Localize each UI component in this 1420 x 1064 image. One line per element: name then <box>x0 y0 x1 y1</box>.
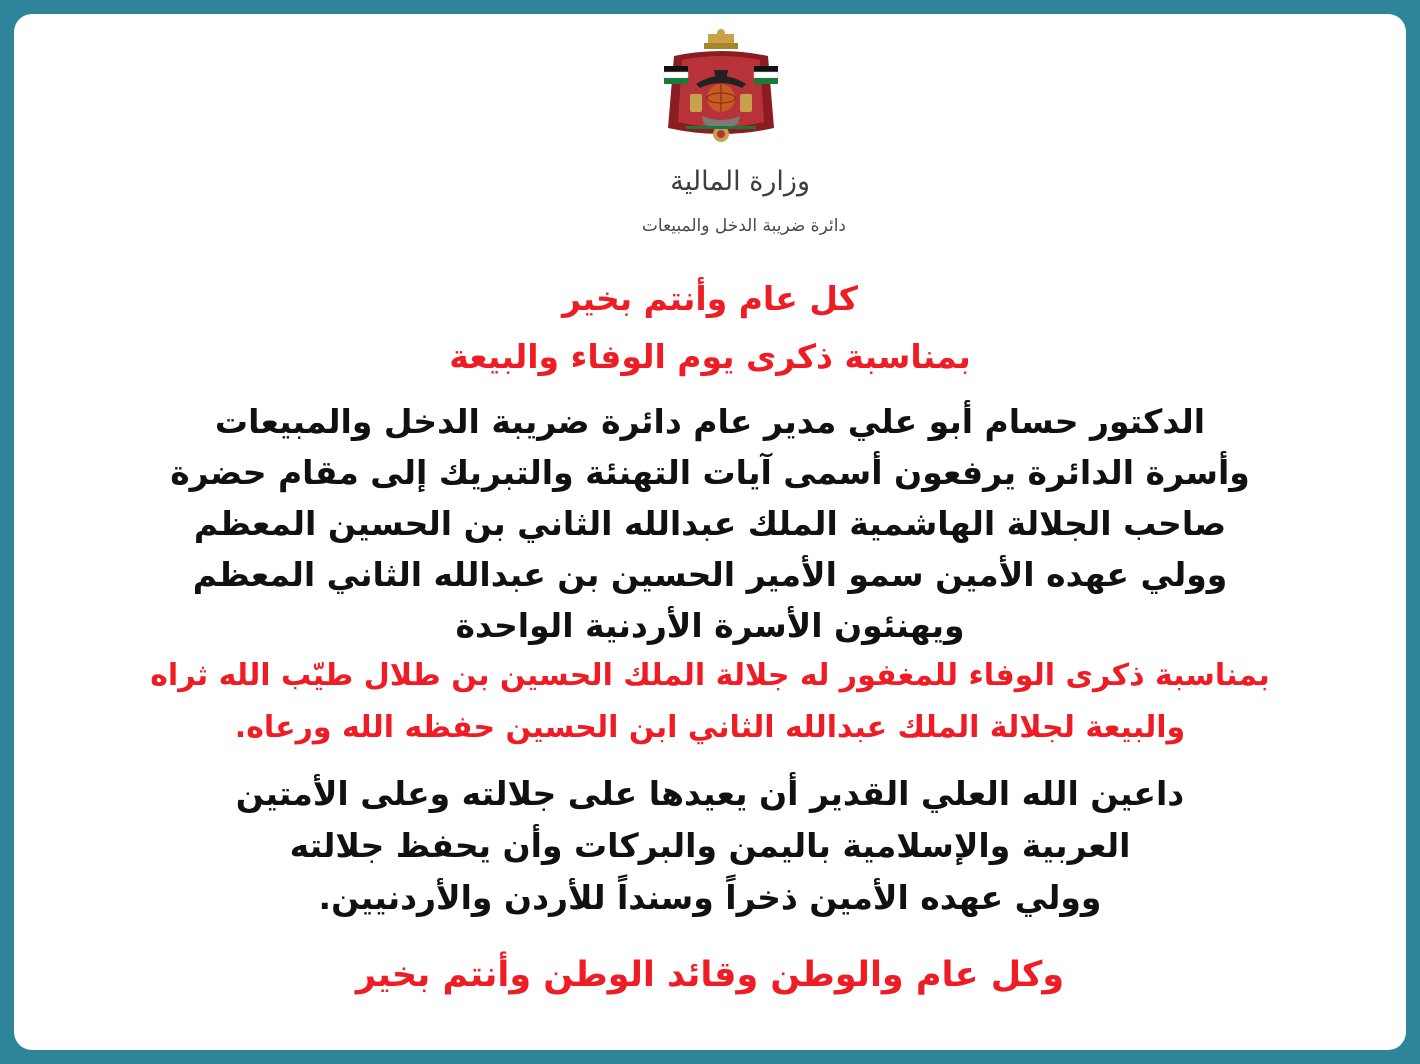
prayer-line: داعين الله العلي القدير أن يعيدها على جلالته وعلى الأمتين <box>235 774 1185 813</box>
greeting-line: كل عام وأنتم بخير <box>562 279 858 318</box>
occasion-paragraph <box>74 650 1346 754</box>
ministry-logo <box>566 26 866 250</box>
greeting-occasion-line: بمناسبة ذكرى يوم الوفاء والبيعة <box>449 337 971 376</box>
prayer-line: وولي عهده الأمين ذخراً وسنداً للأردن والأردنيين. <box>318 878 1102 917</box>
greeting-heading <box>74 270 1346 386</box>
occasion-line: والبيعة لجلالة الملك عبدالله الثاني ابن الحسين حفظه الله ورعاه. <box>234 710 1186 745</box>
message-paragraph <box>74 396 1346 651</box>
prayer-line: العربية والإسلامية باليمن والبركات وأن يحفظ جلالته <box>289 826 1131 865</box>
occasion-line: بمناسبة ذكرى الوفاء للمغفور له جلالة الملك الحسين بن طلال طيّب الله ثراه <box>150 658 1270 693</box>
message-line: الدكتور حسام أبو علي مدير عام دائرة ضريبة الدخل والمبيعات <box>214 402 1206 441</box>
message-line: وولي عهده الأمين سمو الأمير الحسين بن عبدالله الثاني المعظم <box>192 555 1228 594</box>
message-line: صاحب الجلالة الهاشمية الملك عبدالله الثاني بن الحسين المعظم <box>193 504 1227 543</box>
jordan-royal-emblem-icon <box>646 28 796 148</box>
ministry-name: وزارة المالية <box>670 166 810 197</box>
message-line: ويهنئون الأسرة الأردنية الواحدة <box>455 606 965 645</box>
department-name: دائرة ضريبة الدخل والمبيعات <box>641 216 846 236</box>
message-line: وأسرة الدائرة يرفعون أسمى آيات التهنئة والتبريك إلى مقام حضرة <box>170 453 1250 492</box>
prayer-paragraph <box>74 768 1346 924</box>
greeting-card <box>14 14 1406 1050</box>
closing-line: وكل عام والوطن وقائد الوطن وأنتم بخير <box>355 955 1065 995</box>
